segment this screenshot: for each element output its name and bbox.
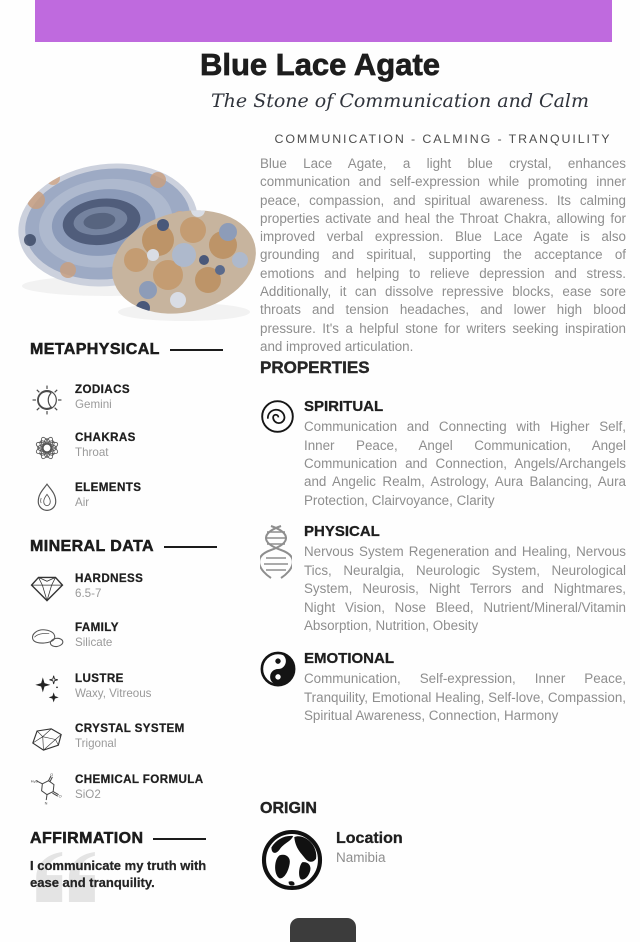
yin-yang-icon [260, 650, 304, 692]
hardness-item [30, 572, 235, 606]
spiritual-text: Communication and Connecting with Higher Self, Inner Peace, Angel Communication, Angel Communication and Connection, Angels/Archangels and Angelic Realm, Astrology, Aura Balancing, Aura Protection, Clairvoyance, Clarity [304, 419, 626, 508]
origin-body [336, 828, 403, 865]
lustre-body [75, 672, 151, 700]
chemical-formula-item [30, 773, 235, 807]
svg-text:O: O [58, 794, 62, 799]
spiritual-label: SPIRITUAL [304, 398, 384, 416]
physical-section [260, 523, 626, 635]
zodiacs-label: ZODIACS [75, 383, 130, 396]
chakras-value: Throat [75, 446, 109, 459]
crystal-system-item [30, 722, 235, 756]
physical-text: Nervous System Regeneration and Healing, Nervous Tics, Neuralgia, Neurologic System, Neurological System, Neurosis, Night Terrors and Nightmares, Night Vision, Nose Bleed, Nutrient/Mineral/Vitamin Absorption, Nutrition, Obesity [304, 544, 626, 633]
chemical-formula-label: CHEMICAL FORMULA [75, 773, 204, 786]
svg-text:N: N [44, 801, 48, 806]
lotus-icon [30, 431, 64, 465]
spiritual-body [304, 398, 626, 510]
crystal-system-value: Trigonal [75, 737, 117, 750]
origin-row [260, 828, 626, 897]
description-paragraph: Blue Lace Agate, a light blue crystal, enhances communication and self-expression while promoting inner peace, compassion, and spiritual awareness. Its calming properties activate and heal the Throat Chakra, allowing for improved verbal expression. Blue Lace Agate is also grounding and spiritual, supporting the acceptance of emotions and helping to relieve depression and stress. Additionally, it can dissolve repressive blocks, ease sore throats and tension headaches, and lower high blood pressure. It's a helpful stone for writers seeking inspiration and improved articulation. [260, 156, 626, 354]
bottom-tab [290, 918, 356, 942]
emotional-section [260, 650, 626, 725]
stone-illustration [8, 140, 256, 340]
origin-heading: ORIGIN [260, 800, 317, 817]
globe-icon [260, 828, 336, 897]
chakras-body [75, 431, 136, 459]
flame-icon [30, 481, 64, 515]
dna-icon [260, 523, 304, 587]
lustre-item [30, 672, 235, 706]
mineral-data-heading-label: MINERAL DATA [30, 538, 154, 555]
sun-moon-icon [30, 383, 64, 417]
elements-body [75, 481, 141, 509]
elements-value: Air [75, 496, 90, 509]
zodiacs-value: Gemini [75, 398, 112, 411]
emotional-body [304, 650, 626, 725]
physical-body [304, 523, 626, 635]
chemical-formula-value: SiO2 [75, 788, 101, 801]
chakras-label: CHAKRAS [75, 431, 136, 444]
crystal-icon [30, 722, 64, 756]
affirmation-heading-label: AFFIRMATION [30, 830, 144, 847]
origin-section [260, 800, 626, 897]
hardness-value: 6.5-7 [75, 587, 102, 600]
mineral-data-section [30, 538, 235, 807]
heading-rule [170, 349, 223, 352]
affirmation-heading [30, 830, 235, 848]
spiral-icon [260, 398, 304, 439]
properties-heading: PROPERTIES [260, 358, 370, 378]
svg-text:H₃C: H₃C [30, 779, 38, 784]
affirmation-text: I communicate my truth with ease and tranquility. [30, 858, 207, 890]
hardness-body [75, 572, 143, 600]
page-title: Blue Lace Agate [199, 47, 441, 82]
heading-rule [153, 838, 206, 841]
family-value: Silicate [75, 636, 113, 649]
chakras-item [30, 431, 235, 465]
origin-value: Namibia [336, 850, 386, 865]
spiritual-section [260, 398, 626, 510]
diamond-icon [30, 572, 64, 606]
elements-label: ELEMENTS [75, 481, 142, 494]
zodiacs-body [75, 383, 130, 411]
heading-rule [164, 546, 217, 549]
pebbles-icon [30, 621, 64, 655]
page-subtitle: The Stone of Communication and Calm [211, 90, 589, 112]
stone-photo [8, 140, 256, 340]
metaphysical-section [30, 341, 235, 515]
sparkles-icon [30, 672, 64, 706]
metaphysical-heading-label: METAPHYSICAL [30, 341, 160, 358]
emotional-text: Communication, Self-expression, Inner Peace, Tranquility, Emotional Healing, Self-love, Compassion, Spiritual Awareness, Connection, Harmony [304, 671, 626, 724]
family-body [75, 621, 119, 649]
crystal-system-label: CRYSTAL SYSTEM [75, 722, 185, 735]
main-content [260, 132, 626, 726]
hardness-label: HARDNESS [75, 572, 144, 585]
elements-item [30, 481, 235, 515]
emotional-label: EMOTIONAL [304, 650, 394, 668]
lustre-value: Waxy, Vitreous [75, 687, 152, 700]
mineral-data-heading [30, 538, 235, 556]
origin-label: Location [336, 830, 403, 847]
family-item [30, 621, 235, 655]
metaphysical-heading [30, 341, 235, 359]
molecule-icon [30, 773, 64, 807]
chemical-formula-body [75, 773, 204, 801]
keywords-line: COMMUNICATION - CALMING - TRANQUILITY [274, 132, 612, 146]
lustre-label: LUSTRE [75, 672, 124, 685]
accent-bar [35, 0, 612, 42]
crystal-system-body [75, 722, 185, 750]
family-label: FAMILY [75, 621, 119, 634]
affirmation-section [30, 830, 235, 891]
physical-label: PHYSICAL [304, 523, 380, 541]
zodiacs-item [30, 383, 235, 417]
svg-text:O: O [50, 773, 54, 778]
